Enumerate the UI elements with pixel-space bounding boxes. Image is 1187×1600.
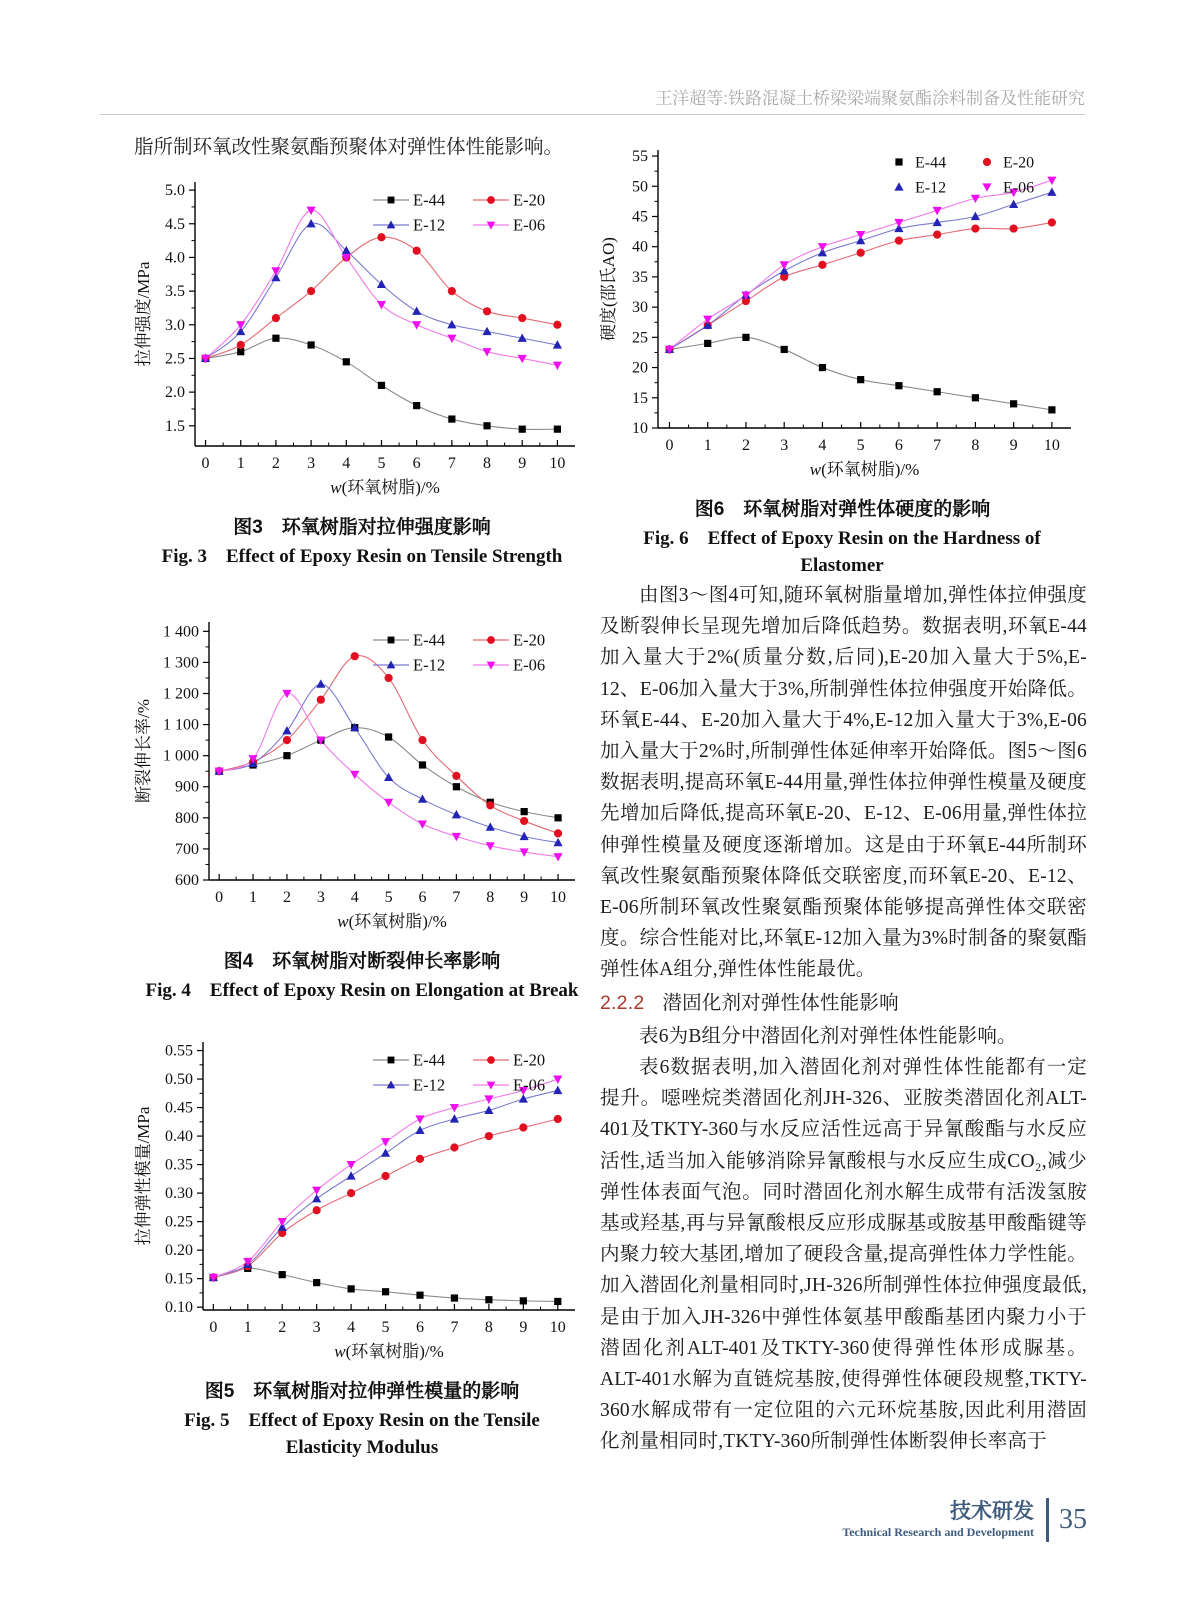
body-text-column <box>600 580 1087 1458</box>
svg-text:1 400: 1 400 <box>163 623 199 641</box>
figure-4-chart <box>133 608 591 940</box>
figure-5-caption-en: Fig. 5 Effect of Epoxy Resin on the Tensile Elasticity Modulus <box>184 1410 540 1458</box>
footer-section-en: Technical Research and Development <box>842 1525 1034 1540</box>
svg-text:E-12: E-12 <box>413 215 446 235</box>
figure-6 <box>598 136 1087 579</box>
svg-text:35: 35 <box>632 268 648 286</box>
svg-text:1 200: 1 200 <box>163 685 199 703</box>
paragraph-3: 表6数据表明,加入潜固化剂对弹性体性能都有一定提升。噁唑烷类潜固化剂JH-326、亚胺类潜固化剂ALT-401及TKTY-360与水反应活性远高于异氰酸酯与水反应活性,适当加入能够消除异氰酸根与水反应生成CO₂,减少弹性体表面气泡。同时潜固化剂水解生成带有活泼氢胺基或羟基,再与异氰酸根反应形成脲基或胺基甲酸酯键等内聚力较大基团,增加了硬段含量,提高弹性体力学性能。加入潜固化剂量相同时,JH-326所制弹性体拉伸强度最低,是由于加入JH-326中弹性体氨基甲酸酯基团内聚力小于潜固化剂ALT-401及TKTY-360使得弹性体形成脲基。ALT-401水解为直链烷基胺,使得弹性体硬段规整,TKTY-360水解成带有一定位阻的六元环烷基胺,因此利用潜固化剂量相同时,TKTY-360所制弹性体断裂伸长率高于 <box>600 1057 1087 1453</box>
section-title: 潜固化剂对弹性体性能影响 <box>662 992 899 1014</box>
svg-text:E-06: E-06 <box>513 655 546 675</box>
figure-5 <box>133 1028 591 1461</box>
page-footer <box>600 1498 1087 1542</box>
svg-text:E-06: E-06 <box>513 1075 546 1095</box>
figure-5-caption-cn: 图5 环氧树脂对拉伸弹性模量的影响 <box>204 1381 520 1402</box>
svg-text:9: 9 <box>1009 437 1018 454</box>
footer-section-cn: 技术研发 <box>950 1500 1034 1524</box>
svg-text:E-20: E-20 <box>513 630 546 650</box>
figure-4-caption-cn: 图4 环氧树脂对断裂伸长率影响 <box>223 951 501 972</box>
svg-text:0.25: 0.25 <box>165 1213 193 1231</box>
svg-text:4.5: 4.5 <box>165 215 185 233</box>
svg-text:E-12: E-12 <box>413 655 446 675</box>
svg-text:5: 5 <box>384 889 393 906</box>
svg-text:9: 9 <box>519 1319 528 1336</box>
figure-3-caption-cn: 图3 环氧树脂对拉伸强度影响 <box>233 517 491 538</box>
svg-text:6: 6 <box>894 437 903 454</box>
svg-text:3: 3 <box>316 889 325 906</box>
svg-text:10: 10 <box>549 1319 566 1336</box>
svg-text:E-12: E-12 <box>413 1075 446 1095</box>
svg-text:9: 9 <box>518 455 527 472</box>
svg-text:30: 30 <box>632 299 648 317</box>
svg-text:0.15: 0.15 <box>165 1270 193 1288</box>
svg-text:2.5: 2.5 <box>165 350 185 368</box>
svg-text:0.40: 0.40 <box>165 1128 193 1146</box>
svg-text:700: 700 <box>175 840 199 858</box>
svg-text:E-44: E-44 <box>915 154 947 172</box>
svg-text:2: 2 <box>282 889 291 906</box>
svg-text:5.0: 5.0 <box>165 182 185 200</box>
svg-text:0.10: 0.10 <box>165 1299 193 1317</box>
svg-text:2: 2 <box>741 437 750 454</box>
figure-5-chart <box>133 1028 591 1370</box>
svg-text:w(环氧树脂)/%: w(环氧树脂)/% <box>334 1342 444 1361</box>
svg-text:1.5: 1.5 <box>165 417 185 435</box>
svg-text:10: 10 <box>632 420 648 437</box>
header-rule <box>100 114 1085 115</box>
figure-6-chart <box>598 136 1087 488</box>
svg-text:50: 50 <box>632 178 648 196</box>
svg-text:8: 8 <box>486 889 495 906</box>
svg-text:E-44: E-44 <box>413 190 446 210</box>
svg-text:5: 5 <box>381 1319 390 1336</box>
svg-text:1: 1 <box>243 1319 252 1336</box>
svg-text:7: 7 <box>452 889 461 906</box>
figure-6-caption-cn: 图6 环氧树脂对弹性体硬度的影响 <box>694 499 991 520</box>
paragraph-1: 由图3～图4可知,随环氧树脂量增加,弹性体拉伸强度及断裂伸长呈现先增加后降低趋势。数据表明,环氧E-44加入量大于2%(质量分数,后同),E-20加入量大于5%,E-12、E-06加入量大于3%,所制弹性体拉伸强度开始降低。环氧E-44、E-20加入量大于4%,E-12加入量大于3%,E-06加入量大于2%时,所制弹性体延伸率开始降低。图5～图6数据表明,提高环氧E-44用量,弹性体拉伸弹性模量及硬度先增加后降低,提高环氧E-20、E-12、E-06用量,弹性体拉伸弹性模量及硬度逐渐增加。这是由于环氧E-44所制环氧改性聚氨酯预聚体降低交联密度,而环氧E-20、E-12、E-06所制环氧改性聚氨酯预聚体能够提高弹性体交联密度。综合性能对比,环氧E-12加入量为3%时制备的聚氨酯弹性体A组分,弹性体性能最优。 <box>600 585 1087 981</box>
svg-text:8: 8 <box>484 1319 493 1336</box>
svg-text:5: 5 <box>377 455 386 472</box>
svg-text:E-20: E-20 <box>1003 154 1035 172</box>
svg-text:0: 0 <box>209 1319 218 1336</box>
svg-text:800: 800 <box>175 809 199 827</box>
svg-text:7: 7 <box>933 437 942 454</box>
svg-text:55: 55 <box>632 148 648 166</box>
paragraph-2: 表6为B组分中潜固化剂对弹性体性能影响。 <box>639 1025 1017 1047</box>
svg-text:E-06: E-06 <box>513 215 546 235</box>
svg-text:6: 6 <box>418 889 427 906</box>
svg-text:2.0: 2.0 <box>165 384 185 402</box>
svg-text:3.5: 3.5 <box>165 283 185 301</box>
svg-text:0.35: 0.35 <box>165 1156 193 1174</box>
svg-text:E-44: E-44 <box>413 630 446 650</box>
figure-4-caption-en: Fig. 4 Effect of Epoxy Resin on Elongation at Break <box>145 980 579 1001</box>
svg-text:4: 4 <box>818 437 827 454</box>
svg-text:E-44: E-44 <box>413 1050 446 1070</box>
svg-text:1: 1 <box>703 437 712 454</box>
intro-paragraph: 脂所制环氧改性聚氨酯预聚体对弹性体性能影响。 <box>134 137 564 158</box>
svg-text:断裂伸长率/%: 断裂伸长率/% <box>134 699 153 803</box>
svg-text:3: 3 <box>312 1319 321 1336</box>
svg-text:E-06: E-06 <box>1003 179 1035 197</box>
svg-text:0: 0 <box>665 437 674 454</box>
svg-text:3.0: 3.0 <box>165 316 185 334</box>
svg-text:4: 4 <box>347 1319 356 1336</box>
svg-text:2: 2 <box>278 1319 287 1336</box>
svg-text:4: 4 <box>350 889 359 906</box>
svg-text:4: 4 <box>342 455 351 472</box>
svg-text:25: 25 <box>632 329 648 347</box>
svg-text:1 100: 1 100 <box>163 716 199 734</box>
svg-text:10: 10 <box>550 889 567 906</box>
svg-text:8: 8 <box>483 455 492 472</box>
svg-text:w(环氧树脂)/%: w(环氧树脂)/% <box>330 478 440 497</box>
svg-text:E-20: E-20 <box>513 1050 546 1070</box>
svg-text:7: 7 <box>447 455 456 472</box>
footer-section-block <box>842 1500 1034 1539</box>
figure-3-caption-en: Fig. 3 Effect of Epoxy Resin on Tensile Strength <box>161 546 563 567</box>
svg-text:0.20: 0.20 <box>165 1242 193 1260</box>
svg-text:10: 10 <box>549 455 566 472</box>
svg-text:6: 6 <box>412 455 421 472</box>
svg-text:硬度(邵氏AO): 硬度(邵氏AO) <box>599 237 618 341</box>
svg-text:1 000: 1 000 <box>163 747 199 765</box>
svg-text:0.55: 0.55 <box>165 1042 193 1060</box>
section-number: 2.2.2 <box>600 991 645 1014</box>
figure-4 <box>133 608 591 1004</box>
svg-text:拉伸强度/MPa: 拉伸强度/MPa <box>134 261 153 367</box>
svg-text:0.30: 0.30 <box>165 1185 193 1203</box>
svg-text:900: 900 <box>175 778 199 796</box>
svg-text:9: 9 <box>520 889 529 906</box>
svg-text:4.0: 4.0 <box>165 249 185 267</box>
svg-text:w(环氧树脂)/%: w(环氧树脂)/% <box>809 460 920 479</box>
svg-text:1 300: 1 300 <box>163 654 199 672</box>
svg-text:7: 7 <box>450 1319 459 1336</box>
figure-3 <box>133 168 591 570</box>
svg-text:45: 45 <box>632 208 648 226</box>
svg-text:6: 6 <box>416 1319 424 1336</box>
svg-text:3: 3 <box>307 455 316 472</box>
page-number: 35 <box>1059 1504 1087 1535</box>
svg-text:40: 40 <box>632 238 648 256</box>
svg-text:w(环氧树脂)/%: w(环氧树脂)/% <box>337 912 447 931</box>
svg-text:5: 5 <box>856 437 865 454</box>
svg-text:8: 8 <box>971 437 980 454</box>
svg-text:3: 3 <box>780 437 789 454</box>
svg-text:1: 1 <box>236 455 245 472</box>
svg-text:0.45: 0.45 <box>165 1099 193 1117</box>
svg-text:1: 1 <box>249 889 258 906</box>
figure-3-chart <box>133 168 591 506</box>
figure-6-caption-en: Fig. 6 Effect of Epoxy Resin on the Hardness of Elastomer <box>643 528 1041 576</box>
svg-text:拉伸弹性模量/MPa: 拉伸弹性模量/MPa <box>134 1106 153 1246</box>
footer-divider <box>1046 1498 1049 1542</box>
svg-text:E-12: E-12 <box>915 179 947 197</box>
svg-text:20: 20 <box>632 359 648 377</box>
svg-text:0: 0 <box>215 889 224 906</box>
section-heading <box>600 988 1087 1019</box>
svg-text:10: 10 <box>1043 437 1060 454</box>
svg-text:15: 15 <box>632 389 648 407</box>
running-header: 王洋超等:铁路混凝土桥梁梁端聚氨酯涂料制备及性能研究 <box>655 89 1085 108</box>
svg-text:0.50: 0.50 <box>165 1071 193 1089</box>
svg-text:E-20: E-20 <box>513 190 546 210</box>
svg-text:0: 0 <box>201 455 210 472</box>
svg-text:2: 2 <box>271 455 280 472</box>
svg-text:600: 600 <box>175 872 199 889</box>
